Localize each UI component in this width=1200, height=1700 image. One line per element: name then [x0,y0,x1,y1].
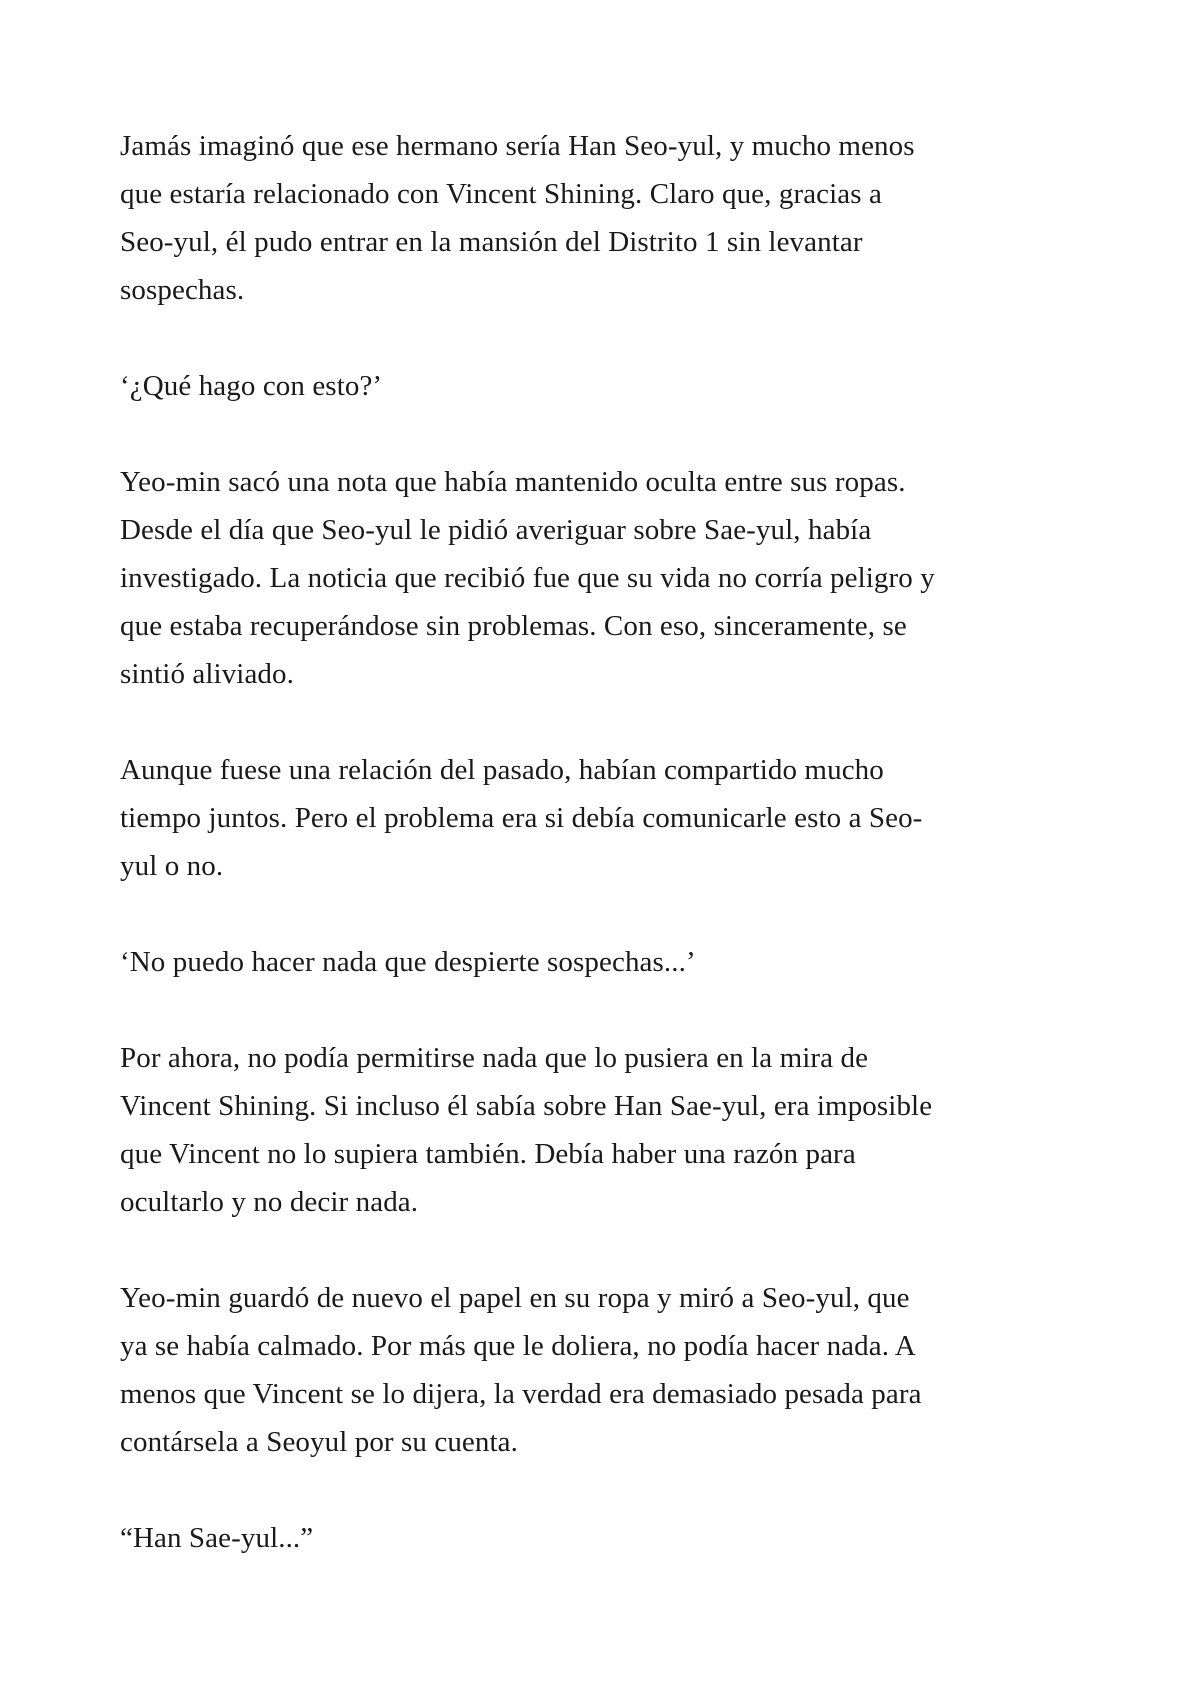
text-line: ‘¿Qué hago con esto?’ [120,370,383,402]
text-line: Yeo-min guardó de nuevo el papel en su ropa y miró a Seo-yul, que [120,1282,910,1314]
document-page [120,122,1100,1610]
text-line: investigado. La noticia que recibió fue que su vida no corría peligro y [120,562,935,594]
text-line: menos que Vincent se lo dijera, la verdad era demasiado pesada para [120,1378,922,1410]
text-line: ocultarlo y no decir nada. [120,1186,419,1218]
paragraph-1 [120,122,1100,314]
text-line: sospechas. [120,274,245,306]
text-line: Aunque fuese una relación del pasado, habían compartido mucho [120,754,884,786]
paragraph-8-dialogue [120,1514,1100,1562]
paragraph-7 [120,1274,1100,1466]
text-line: tiempo juntos. Pero el problema era si debía comunicarle esto a Seo- [120,802,923,834]
paragraph-6 [120,1034,1100,1226]
text-line: Seo-yul, él pudo entrar en la mansión del Distrito 1 sin levantar [120,226,863,258]
paragraph-2-thought [120,362,1100,410]
text-line: contársela a Seoyul por su cuenta. [120,1426,518,1458]
text-line: que Vincent no lo supiera también. Debía haber una razón para [120,1138,856,1170]
text-line: “Han Sae-yul...” [120,1522,314,1554]
text-line: Desde el día que Seo-yul le pidió averiguar sobre Sae-yul, había [120,514,872,546]
text-line: Jamás imaginó que ese hermano sería Han Seo-yul, y mucho menos [120,130,915,162]
text-line: ya se había calmado. Por más que le doliera, no podía hacer nada. A [120,1330,916,1362]
text-line: ‘No puedo hacer nada que despierte sospechas...’ [120,946,696,978]
text-line: yul o no. [120,850,224,882]
text-line: sintió aliviado. [120,658,294,690]
paragraph-5-thought [120,938,1100,986]
text-line: Vincent Shining. Si incluso él sabía sobre Han Sae-yul, era imposible [120,1090,933,1122]
paragraph-4 [120,746,1100,890]
paragraph-3 [120,458,1100,698]
text-line: que estaría relacionado con Vincent Shining. Claro que, gracias a [120,178,882,210]
text-line: Yeo-min sacó una nota que había mantenido oculta entre sus ropas. [120,466,906,498]
text-line: que estaba recuperándose sin problemas. Con eso, sinceramente, se [120,610,907,642]
text-line: Por ahora, no podía permitirse nada que lo pusiera en la mira de [120,1042,869,1074]
